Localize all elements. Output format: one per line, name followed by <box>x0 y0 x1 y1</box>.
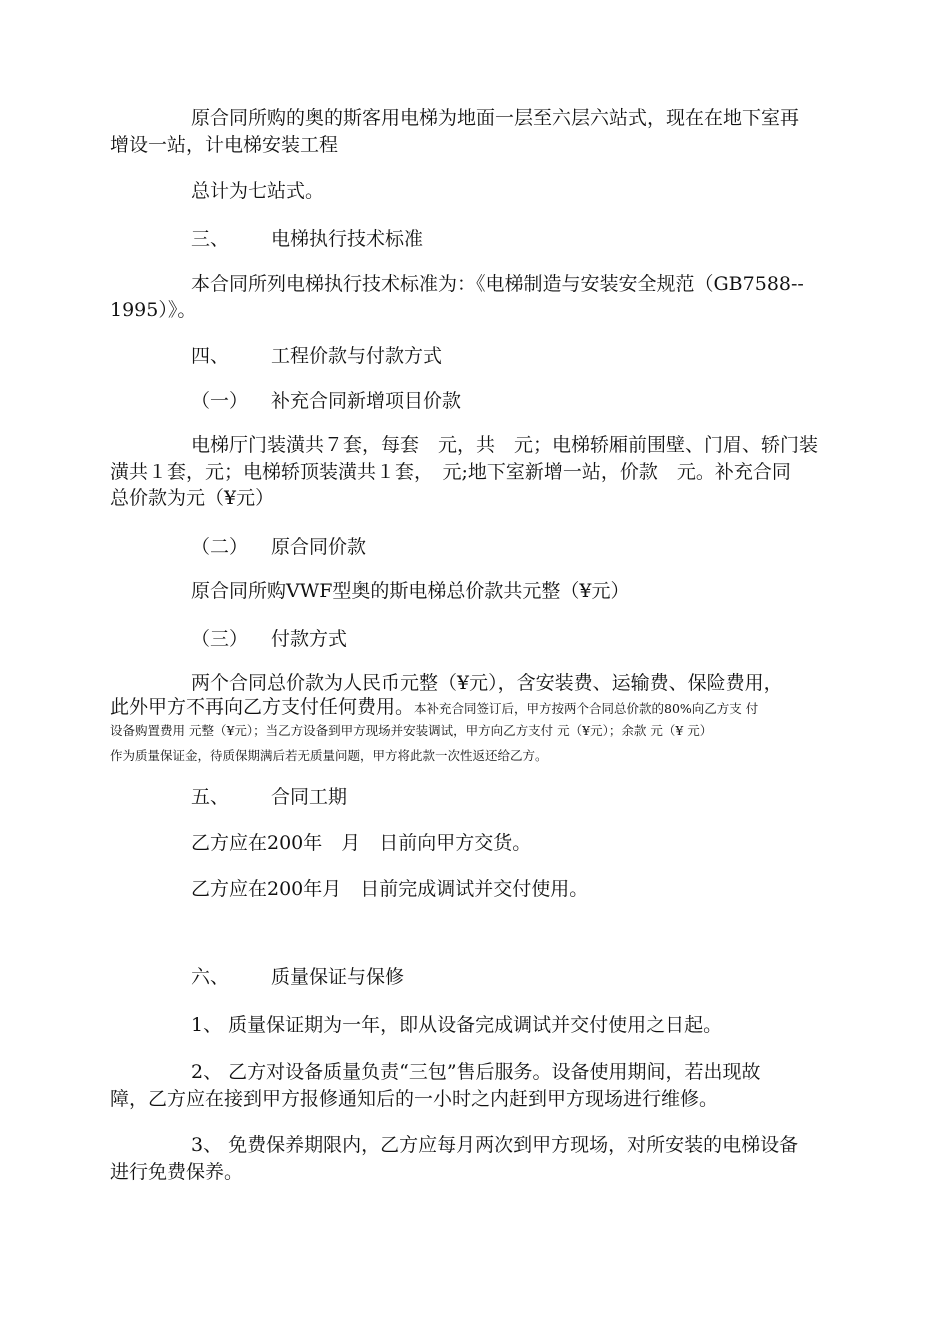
paragraph-line <box>110 693 758 723</box>
paragraph-line: 总价款为元（¥元） <box>110 487 275 509</box>
section-title: 质量保证与保修 <box>271 966 405 988</box>
paragraph-line: 总计为七站式。 <box>191 180 325 202</box>
paragraph-line: 原合同所购的奥的斯客用电梯为地面一层至六层六站式，现在在地下室再 <box>191 107 800 129</box>
section-number: 六、 <box>191 966 230 988</box>
list-item: 1、 质量保证期为一年，即从设备完成调试并交付使用之日起。 <box>191 1014 723 1036</box>
paragraph-line: 乙方应在200年 月 日前向甲方交货。 <box>191 832 532 854</box>
paragraph-small-line: 作为质量保证金，待质保期满后若无质量问题，甲方将此款一次性返还给乙方。 <box>110 748 548 763</box>
list-item-continuation: 进行免费保养。 <box>110 1161 244 1183</box>
subsection-number: （二） <box>191 536 249 558</box>
paragraph-line: 本合同所列电梯执行技术标准为：《电梯制造与安装安全规范（GB7588-- <box>191 273 804 295</box>
paragraph-small-text: 本补充合同签订后，甲方按两个合同总价款的80%向乙方支 付 <box>414 701 759 716</box>
list-item: 2、 乙方对设备质量负责“三包”售后服务。设备使用期间，若出现故 <box>191 1061 761 1083</box>
section-heading-5 <box>191 783 347 811</box>
section-heading-3 <box>191 225 423 253</box>
subsection-number: （三） <box>191 628 249 650</box>
paragraph-line: 电梯厅门装潢共７套，每套 元，共 元；电梯轿厢前围壁、门眉、轿门装 <box>191 434 819 456</box>
paragraph-small-line: 设备购置费用 元整（¥元）；当乙方设备到甲方现场并安装调试，甲方向乙方支付 元（¥元）；余款 元（¥ 元） <box>110 723 713 738</box>
paragraph-line: 乙方应在200年月 日前完成调试并交付使用。 <box>191 878 589 900</box>
list-item-continuation: 障，乙方应在接到甲方报修通知后的一小时之内赶到甲方现场进行维修。 <box>110 1088 719 1110</box>
section-number: 五、 <box>191 786 230 808</box>
subsection-number: （一） <box>191 390 249 412</box>
paragraph-line: 增设一站，计电梯安装工程 <box>110 134 339 156</box>
subsection-title: 原合同价款 <box>271 536 367 558</box>
list-item: 3、 免费保养期限内，乙方应每月两次到甲方现场，对所安装的电梯设备 <box>191 1134 799 1156</box>
paragraph-line: 1995）》。 <box>110 299 197 321</box>
section-number: 三、 <box>191 228 230 250</box>
subsection-title: 补充合同新增项目价款 <box>271 390 462 412</box>
section-heading-4 <box>191 342 442 370</box>
subsection-heading-1 <box>191 387 461 415</box>
section-title: 合同工期 <box>271 786 348 808</box>
paragraph-line: 两个合同总价款为人民币元整（¥元），含安装费、运输费、保险费用， <box>191 672 783 694</box>
subsection-title: 付款方式 <box>271 628 348 650</box>
section-heading-6 <box>191 963 404 991</box>
section-number: 四、 <box>191 345 230 367</box>
paragraph-line: 潢共１套，元；电梯轿顶装潢共１套， 元;地下室新增一站，价款 元。补充合同 <box>110 461 791 483</box>
section-title: 电梯执行技术标准 <box>271 228 424 250</box>
subsection-heading-2 <box>191 533 366 561</box>
paragraph-line: 原合同所购VWF型奥的斯电梯总价款共元整（¥元） <box>191 580 630 602</box>
paragraph-text: 此外甲方不再向乙方支付任何费用。 <box>110 696 415 718</box>
section-title: 工程价款与付款方式 <box>271 345 443 367</box>
subsection-heading-3 <box>191 625 347 653</box>
